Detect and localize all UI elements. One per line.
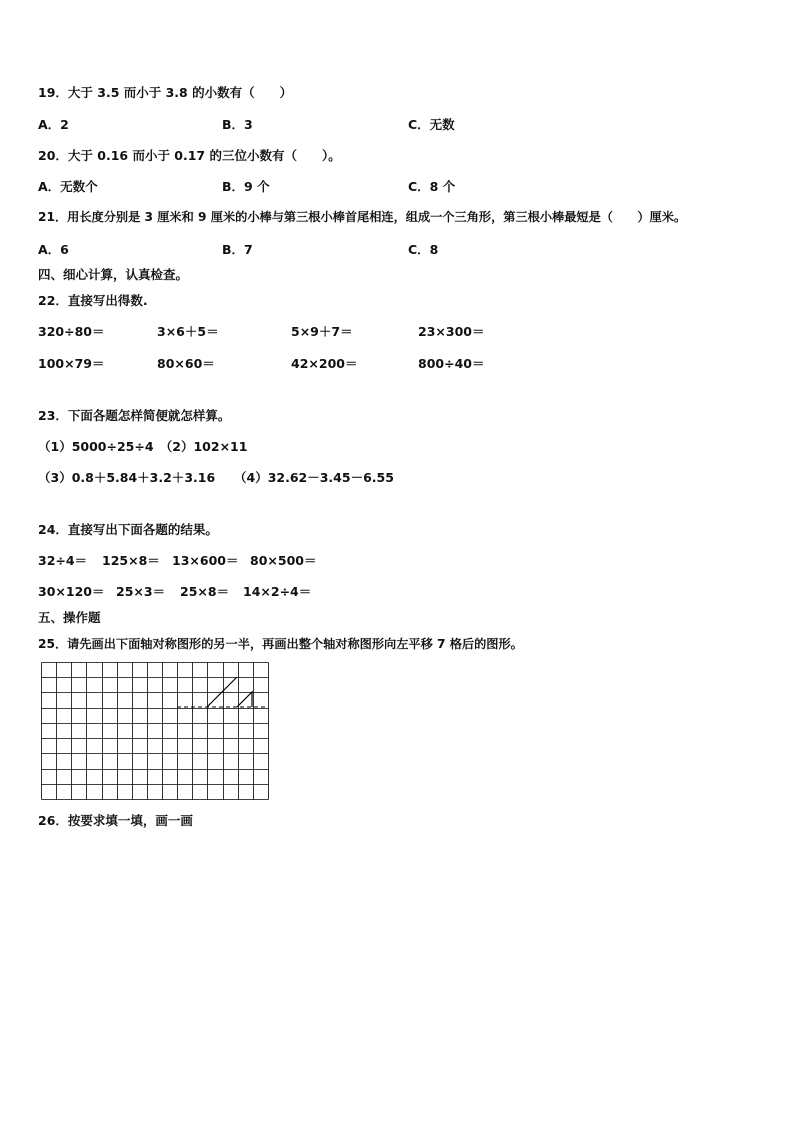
q23-item-4: （4）32.62－3.45－6.55 xyxy=(234,470,394,485)
q19-option-a: A．2 xyxy=(38,117,69,132)
q21-option-b: B．7 xyxy=(222,242,253,257)
q24-item: 80×500＝ xyxy=(250,553,317,568)
q26-stem: 26．按要求填一填，画一画 xyxy=(38,813,193,828)
figure-long-segment xyxy=(207,677,237,707)
q24-item: 125×8＝ xyxy=(102,553,160,568)
q19-option-b: B．3 xyxy=(222,117,253,132)
section-5-heading: 五、操作题 xyxy=(38,610,101,625)
q20-stem: 20．大于 0.16 而小于 0.17 的三位小数有（ ）。 xyxy=(38,148,341,163)
q20-option-c: C．8 个 xyxy=(408,179,456,194)
section-4-heading: 四、细心计算，认真检查。 xyxy=(38,267,189,282)
q24-item: 25×3＝ xyxy=(116,584,166,599)
q21-option-a: A．6 xyxy=(38,242,69,257)
q21-option-c: C．8 xyxy=(408,242,439,257)
q20-option-b: B．9 个 xyxy=(222,179,270,194)
q22-item: 5×9＋7＝ xyxy=(291,324,353,339)
q22-item: 320÷80＝ xyxy=(38,324,105,339)
q24-item: 30×120＝ xyxy=(38,584,105,599)
q22-item: 3×6＋5＝ xyxy=(157,324,219,339)
q23-stem: 23．下面各题怎样简便就怎样算。 xyxy=(38,408,231,423)
q24-stem: 24．直接写出下面各题的结果。 xyxy=(38,522,218,537)
q23-item-3: （3）0.8＋5.84＋3.2＋3.16 xyxy=(38,470,216,485)
q22-item: 100×79＝ xyxy=(38,356,105,371)
q22-item: 80×60＝ xyxy=(157,356,215,371)
q24-item: 13×600＝ xyxy=(172,553,239,568)
q21-stem: 21．用长度分别是 3 厘米和 9 厘米的小棒与第三根小棒首尾相连，组成一个三角形，第三根小棒最短是（ ）厘米。 xyxy=(38,210,687,224)
q25-grid[interactable] xyxy=(41,662,269,803)
q24-item: 32÷4＝ xyxy=(38,553,88,568)
q22-item: 23×300＝ xyxy=(418,324,485,339)
q22-item: 42×200＝ xyxy=(291,356,358,371)
q19-stem: 19．大于 3.5 而小于 3.8 的小数有（ ） xyxy=(38,85,293,100)
figure-short-segment xyxy=(237,692,252,707)
q25-stem: 25．请先画出下面轴对称图形的另一半，再画出整个轴对称图形向左平移 7 格后的图形。 xyxy=(38,637,523,651)
q19-option-c: C．无数 xyxy=(408,117,455,132)
q22-stem: 22．直接写出得数. xyxy=(38,293,148,308)
q22-item: 800÷40＝ xyxy=(418,356,485,371)
grid-figure[interactable] xyxy=(41,662,269,800)
q24-item: 25×8＝ xyxy=(180,584,230,599)
q23-line-1: （1）5000÷25÷4 （2）102×11 xyxy=(38,439,248,454)
q24-item: 14×2÷4＝ xyxy=(243,584,312,599)
grid-lines xyxy=(42,663,269,800)
q20-option-a: A．无数个 xyxy=(38,179,98,194)
